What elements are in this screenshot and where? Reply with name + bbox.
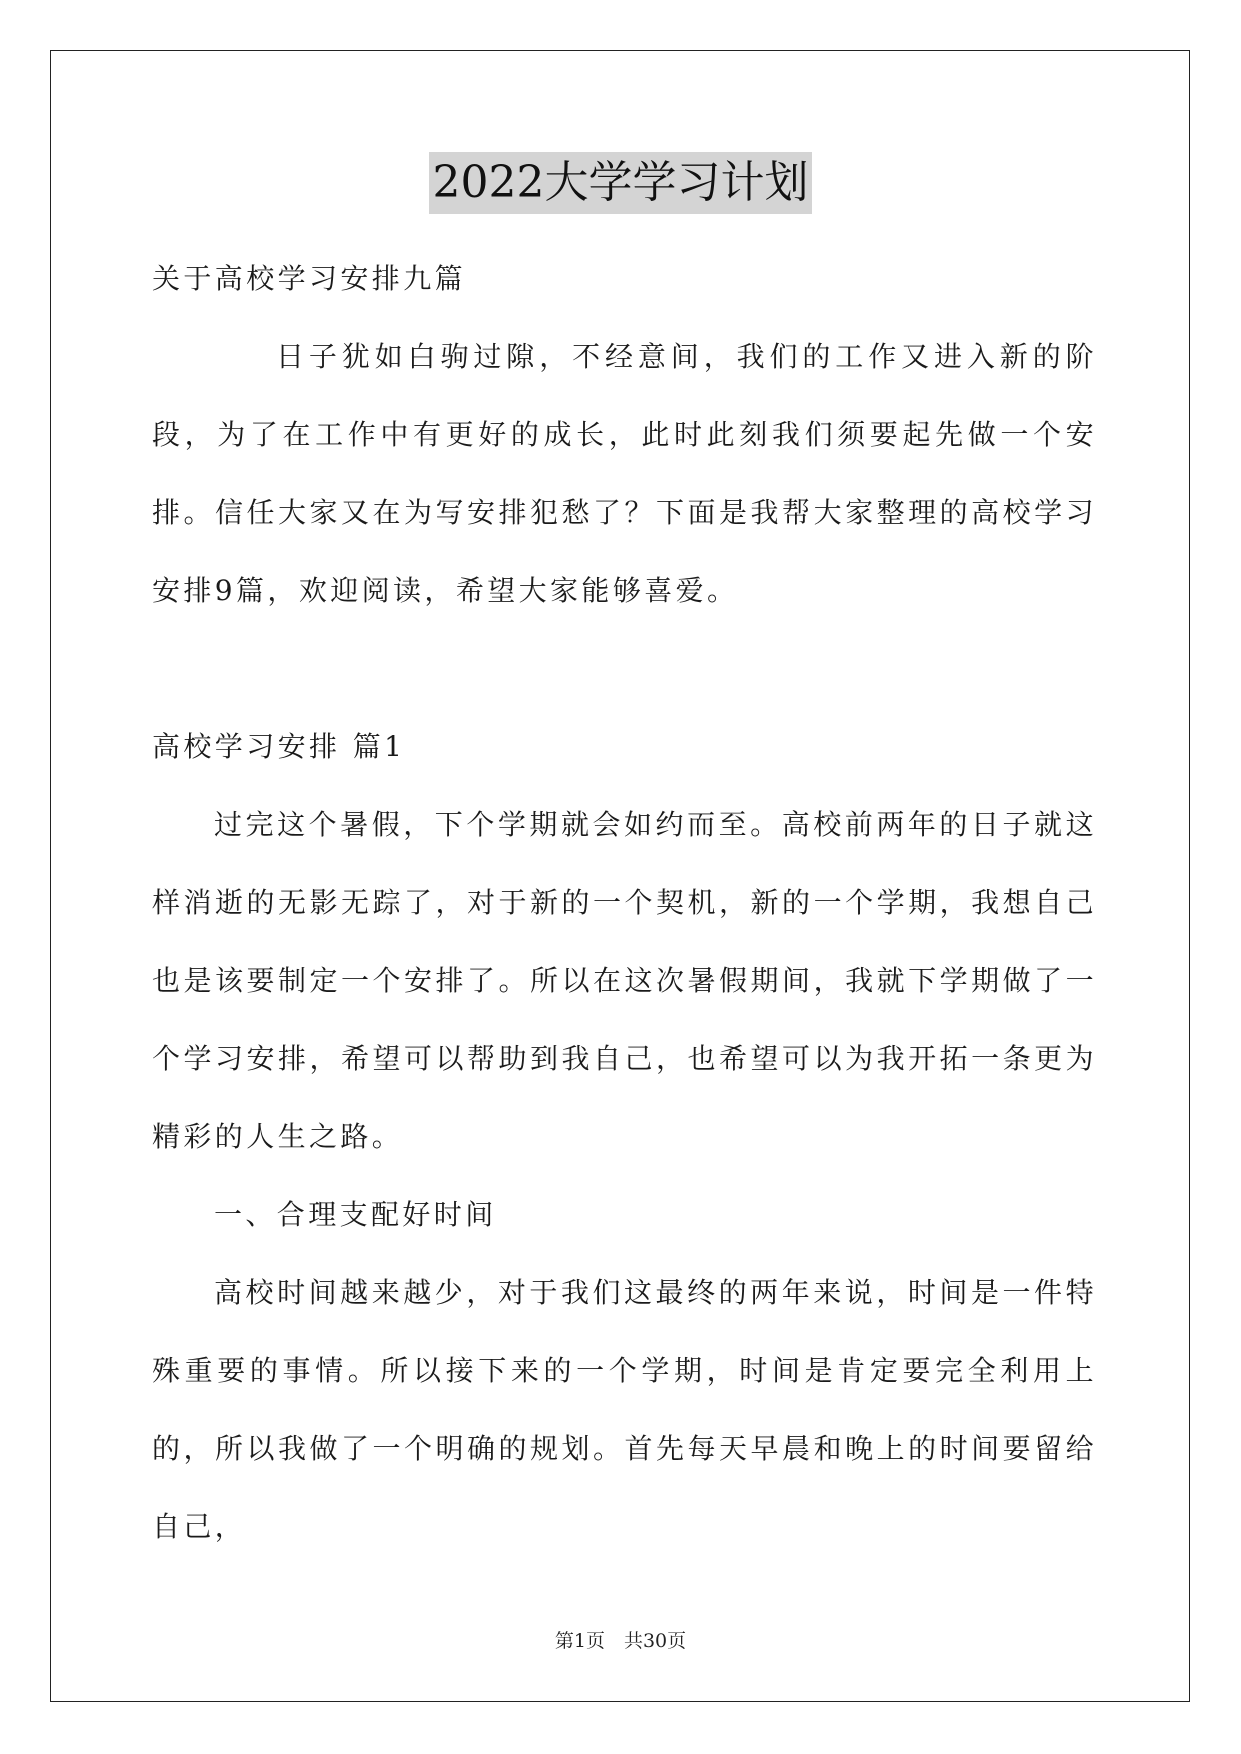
document-title: 2022大学学习计划 — [429, 152, 813, 214]
blank-line — [152, 630, 1097, 708]
section-heading: 高校学习安排 篇1 — [152, 730, 406, 763]
subsection-heading: 一、合理支配好时间 — [214, 1198, 497, 1231]
intro-paragraph: 日子犹如白驹过隙，不经意间，我们的工作又进入新的阶段，为了在工作中有更好的成长，此时此刻我们须要起先做一个安排。信任大家又在为写安排犯愁了？下面是我帮大家整理的高校学习安排9篇，欢迎阅读，希望大家能够喜爱。 — [152, 340, 1097, 607]
document-body — [152, 240, 1097, 1566]
body-paragraph: 过完这个暑假，下个学期就会如约而至。高校前两年的日子就这样消逝的无影无踪了，对于新的一个契机，新的一个学期，我想自己也是该要制定一个安排了。所以在这次暑假期间，我就下学期做了一个学习安排，希望可以帮助到我自己，也希望可以为我开拓一条更为精彩的人生之路。 — [152, 808, 1097, 1153]
document-subtitle: 关于高校学习安排九篇 — [152, 262, 467, 295]
body-paragraph: 高校时间越来越少，对于我们这最终的两年来说，时间是一件特殊重要的事情。所以接下来的一个学期，时间是肯定要完全利用上的，所以我做了一个明确的规划。首先每天早晨和晚上的时间要留给自己， — [152, 1276, 1097, 1543]
page-footer: 第1页 共30页 — [554, 1630, 687, 1652]
title-container — [0, 152, 1241, 214]
